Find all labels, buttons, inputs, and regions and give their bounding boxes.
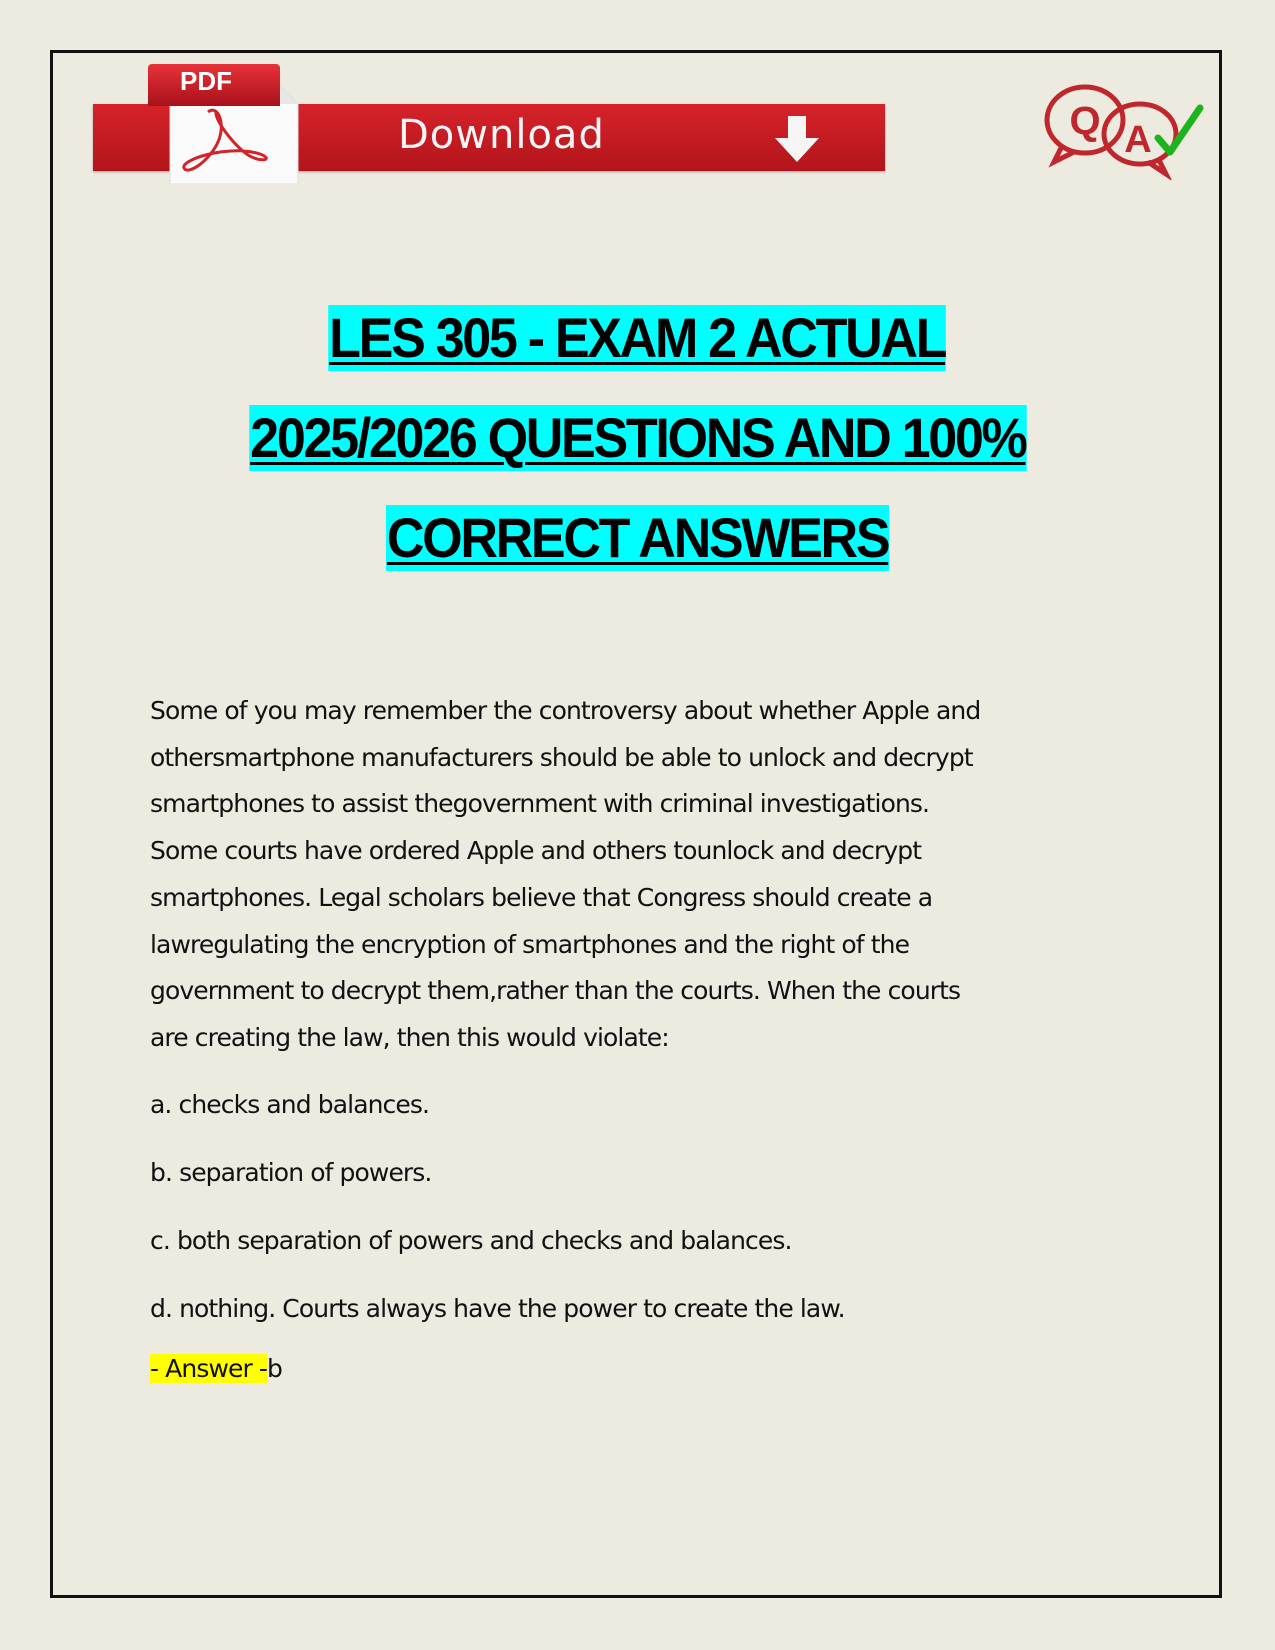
option-d: d. nothing. Courts always have the power to create the law. xyxy=(150,1293,845,1323)
pdf-download-banner[interactable] xyxy=(93,60,885,185)
question-line: government to decrypt them,rather than the courts. When the courts xyxy=(150,976,961,1006)
download-label: Download xyxy=(398,112,605,158)
question-line: othersmartphone manufacturers should be able to unlock and decrypt xyxy=(150,742,973,772)
download-arrow-icon xyxy=(773,116,821,162)
question-line: smartphones to assist thegovernment with criminal investigations. xyxy=(150,789,930,819)
qa-logo xyxy=(1040,78,1210,180)
document-title xyxy=(0,305,1275,605)
pdf-document-icon xyxy=(148,64,308,184)
option-b: b. separation of powers. xyxy=(150,1157,432,1187)
question-line: lawregulating the encryption of smartphones and the right of the xyxy=(150,929,910,959)
title-line-3: CORRECT ANSWERS xyxy=(386,506,889,569)
title-line-1: LES 305 - EXAM 2 ACTUAL xyxy=(329,306,946,369)
option-c: c. both separation of powers and checks and balances. xyxy=(150,1225,792,1255)
question-line: Some courts have ordered Apple and others tounlock and decrypt xyxy=(150,836,922,866)
a-letter: A xyxy=(1124,119,1152,161)
answer-line xyxy=(150,1349,1130,1389)
pdf-tag: PDF xyxy=(148,64,280,106)
question-text xyxy=(150,688,1130,1062)
question-line: are creating the law, then this would violate: xyxy=(150,1022,669,1052)
q-letter: Q xyxy=(1069,99,1101,143)
answer-options xyxy=(150,1082,1130,1354)
question-line: Some of you may remember the controversy about whether Apple and xyxy=(150,696,981,725)
answer-value: b xyxy=(267,1353,282,1383)
question-block xyxy=(150,688,1130,1389)
answer-label: - Answer - xyxy=(150,1353,268,1383)
question-line: smartphones. Legal scholars believe that Congress should create a xyxy=(150,882,933,912)
title-line-2: 2025/2026 QUESTIONS AND 100% xyxy=(249,406,1026,469)
option-a: a. checks and balances. xyxy=(150,1089,430,1119)
